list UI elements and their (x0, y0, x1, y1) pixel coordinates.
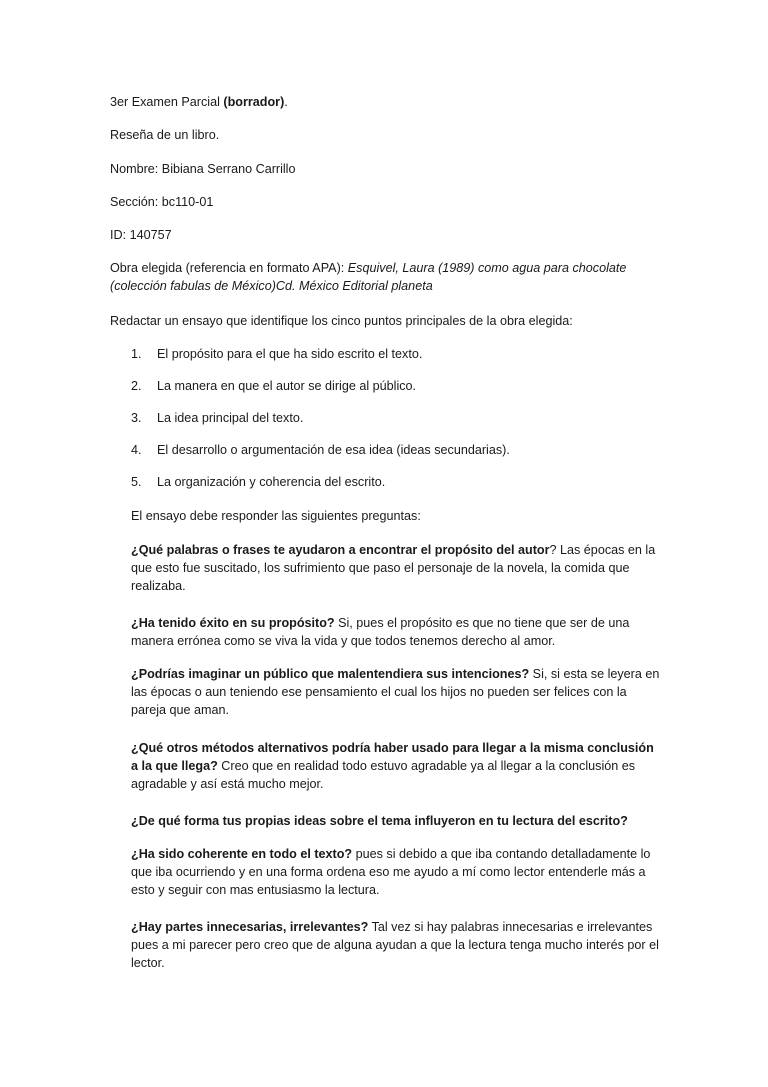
qa-item: ¿Hay partes innecesarias, irrelevantes? Tal vez si hay palabras innecesarias e irrelevantes pues a mi parecer pero creo que de alguna ayudan a que la lectura tenga mucho interés por el lector. (131, 920, 659, 970)
qa-item: ¿Ha tenido éxito en su propósito? Si, pues el propósito es que no tiene que ser de una manera errónea como se viva la vida y que todos tenemos derecho al amor. (131, 616, 630, 648)
qa-item: ¿Qué otros métodos alternativos podría haber usado para llegar a la misma conclusión a la que llega? Creo que en realidad todo estuvo agradable ya al llegar a la conclusión es agradable y así está mucho mejor. (131, 741, 654, 791)
exam-title: 3er Examen Parcial (borrador). (110, 95, 288, 109)
qa-item: ¿Ha sido coherente en todo el texto? pues si debido a que iba contando detalladamente lo que iba ocurriendo y en una forma ordena eso me ayudo a mí como lector entenderle más a esto y seguir con mas entusiasmo la lectura. (131, 847, 651, 897)
section: Sección: bc110-01 (110, 195, 214, 209)
work-reference-line-2: (colección fabulas de México)Cd. México Editorial planeta (110, 279, 433, 293)
document-page: 3er Examen Parcial (borrador). Reseña de un libro. Nombre: Bibiana Serrano Carrillo Sección: bc110-01 ID: 140757 Obra elegida (referencia en formato APA): Esquivel, Laura (1989) como agua para chocolate (colección fabulas de México)Cd. México Editorial planeta Redactar un ensayo que identifique los cinco puntos principales de la obra elegida: 1. El propósito para el que ha sido escrito el texto. 2. La manera en que el autor se dirige al público. 3. La idea principal del texto. 4. El desarrollo o argumentación de esa idea (ideas secundarias). 5. La organización y coherencia del escrito. El ensayo debe responder las siguientes preguntas: ¿Qué palabras o frases te ayudaron a encontrar el propósito del autor? Las épocas en la que esto fue suscitado, los sufrimiento que paso el personaje de la novela, la comida que realizaba. ¿Ha tenido éxito en su propósito? Si, pues el propósito es que no tiene que ser de una manera errónea como se viva la vida y que todos tenemos derecho al amor. ¿Podrías imaginar un público que malentendiera sus intenciones? Si, si esta se leyera en las épocas o aun teniendo ese pensamiento el cual los hijos no pueden ser felices con la pareja que aman. ¿Qué otros métodos alternativos podría haber usado para llegar a la misma conclusión a la que llega? Creo que en realidad todo estuvo agradable ya al llegar a la conclusión es agradable y así está mucho mejor. ¿De qué forma tus propias ideas sobre el tema influyeron en tu lectura del escrito? ¿Ha sido coherente en todo el texto? pues si debido a que iba contando detalladamente lo que iba ocurriendo y en una forma ordena eso me ayudo a mí como lector entenderle más a esto y seguir con mas entusiasmo la lectura. ¿Hay partes innecesarias, irrelevantes? Tal vez si hay palabras innecesarias e irrelevantes pues a mi parecer pero creo que de alguna ayudan a que la lectura tenga mucho interés por el lector. (110, 95, 660, 970)
student-name: Nombre: Bibiana Serrano Carrillo (110, 162, 296, 176)
work-reference-line-1: Obra elegida (referencia en formato APA): Esquivel, Laura (1989) como agua para chocolate (110, 261, 627, 275)
questions-intro: El ensayo debe responder las siguientes preguntas: (131, 509, 421, 523)
qa-item: ¿Podrías imaginar un público que malentendiera sus intenciones? Si, si esta se leyera en las épocas o aun teniendo ese pensamiento el cual los hijos no pueden ser felices con la pareja que aman. (131, 667, 660, 717)
qa-item: ¿Qué palabras o frases te ayudaron a encontrar el propósito del autor? Las épocas en la que esto fue suscitado, los sufrimiento que paso el personaje de la novela, la comida que realizaba. (131, 543, 656, 593)
instructions: Redactar un ensayo que identifique los cinco puntos principales de la obra elegida: (110, 314, 573, 328)
student-id: ID: 140757 (110, 228, 172, 242)
subtitle: Reseña de un libro. (110, 128, 220, 142)
qa-item: ¿De qué forma tus propias ideas sobre el tema influyeron en tu lectura del escrito? (131, 814, 628, 828)
